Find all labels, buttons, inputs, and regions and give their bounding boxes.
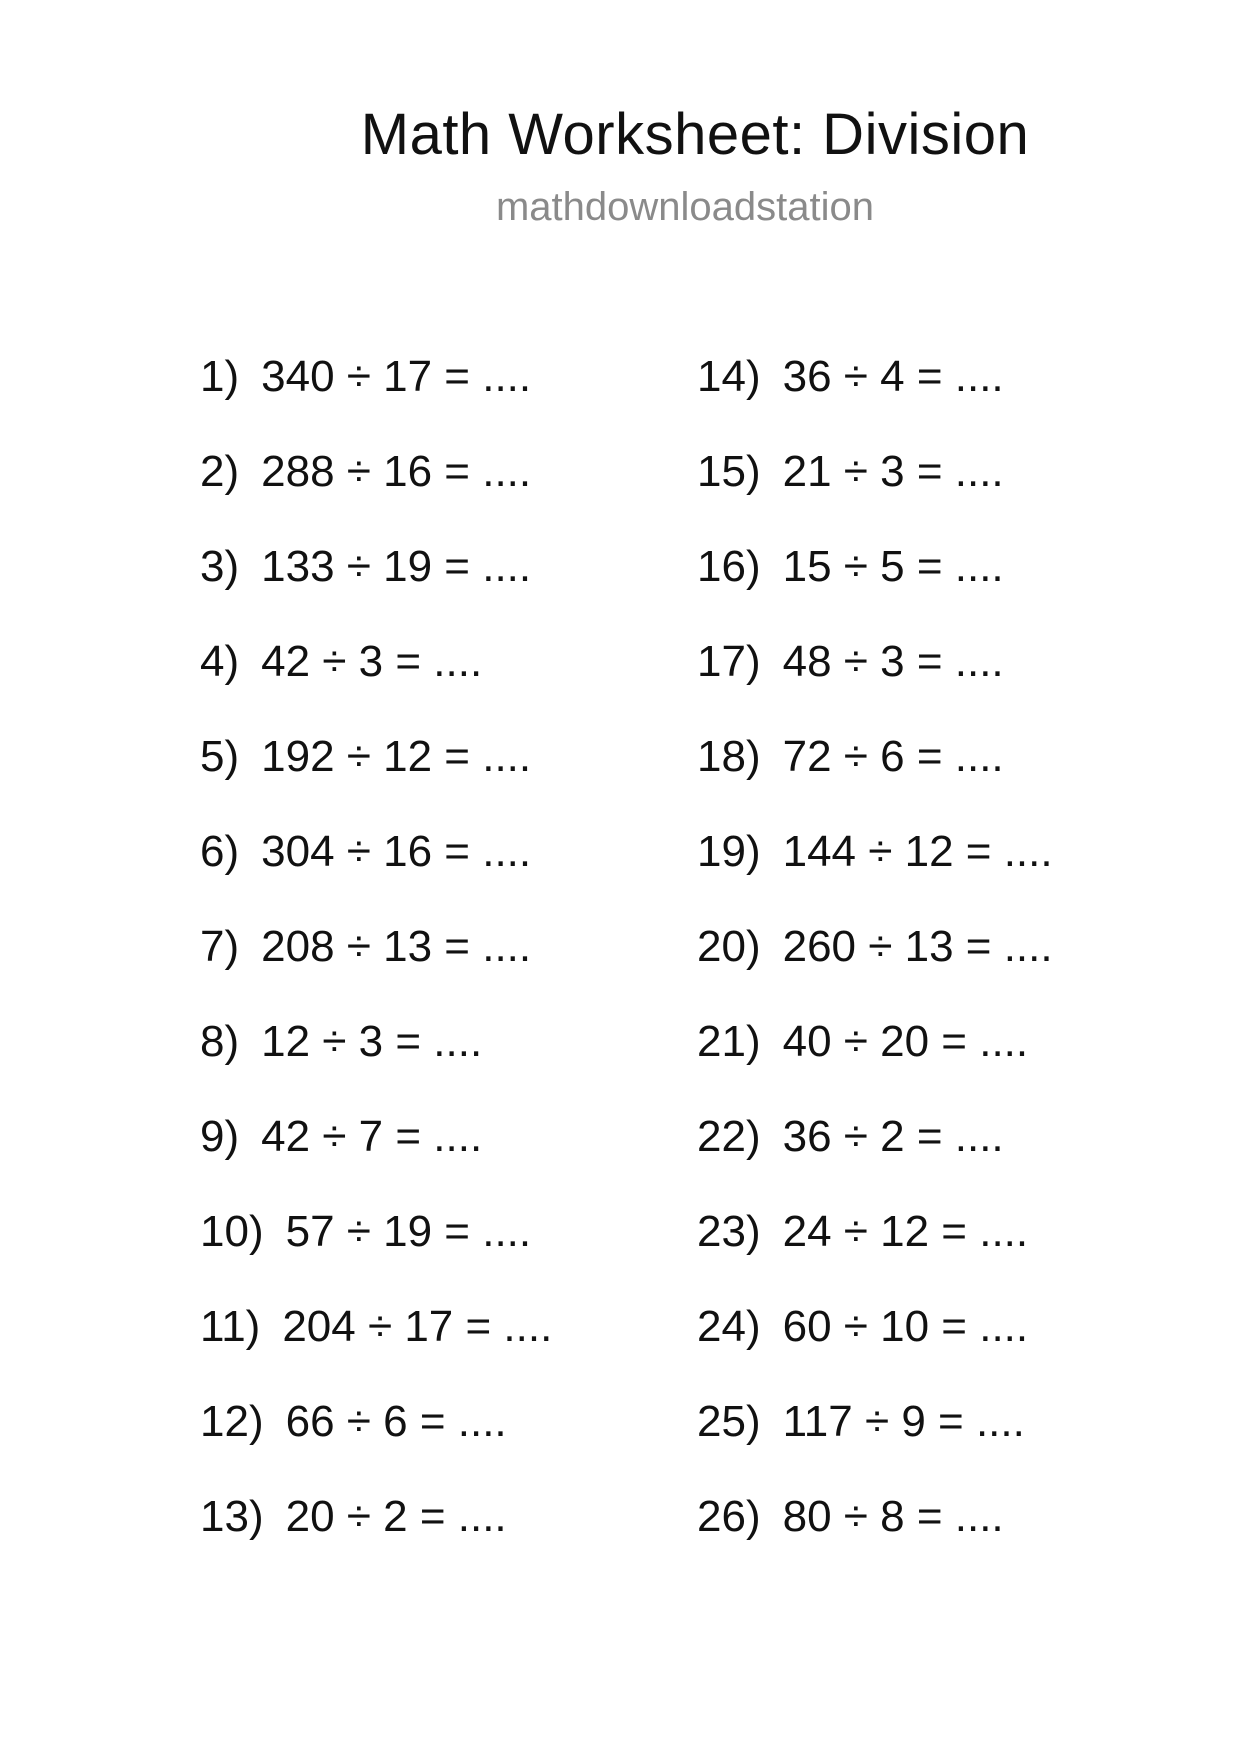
problem-number: 18) [697,732,761,781]
problem-expression: 20 ÷ 2 = .... [285,1492,507,1541]
problem-column-right [697,347,1053,1582]
problem-expression: 60 ÷ 10 = .... [782,1302,1029,1351]
problem-expression: 192 ÷ 12 = .... [261,732,532,781]
problem-expression: 42 ÷ 7 = .... [261,1112,483,1161]
problem-number: 4) [200,637,240,686]
problem-item [697,1107,1053,1202]
problem-item [200,1202,552,1297]
problem-number: 8) [200,1017,240,1066]
page-title: Math Worksheet: Division [360,102,1030,167]
problem-item [697,1202,1053,1297]
problem-expression: 340 ÷ 17 = .... [261,352,532,401]
problem-number: 19) [697,827,761,876]
problem-expression: 288 ÷ 16 = .... [261,447,532,496]
problem-number: 26) [697,1492,761,1541]
problem-number: 9) [200,1112,240,1161]
problem-item [200,347,552,442]
problem-expression: 12 ÷ 3 = .... [261,1017,483,1066]
problem-expression: 304 ÷ 16 = .... [261,827,532,876]
problem-item [697,1297,1053,1392]
problem-expression: 24 ÷ 12 = .... [782,1207,1029,1256]
problem-item [697,917,1053,1012]
problem-item [200,442,552,537]
problem-number: 20) [697,922,761,971]
problem-expression: 42 ÷ 3 = .... [261,637,483,686]
problem-expression: 133 ÷ 19 = .... [261,542,532,591]
problem-expression: 15 ÷ 5 = .... [782,542,1004,591]
problem-number: 22) [697,1112,761,1161]
problem-number: 10) [200,1207,264,1256]
problem-item [200,1297,552,1392]
problem-number: 6) [200,827,240,876]
problem-column-left [200,347,552,1582]
problem-item [200,537,552,632]
problem-item [200,632,552,727]
problem-number: 15) [697,447,761,496]
problem-item [697,822,1053,917]
problem-item [697,1487,1053,1582]
problem-expression: 36 ÷ 4 = .... [782,352,1004,401]
problem-number: 16) [697,542,761,591]
problem-item [697,632,1053,727]
problem-item [200,1107,552,1202]
problem-item [697,442,1053,537]
problem-item [697,1012,1053,1107]
problem-item [200,1392,552,1487]
problem-item [697,727,1053,822]
problem-item [200,1487,552,1582]
problem-expression: 208 ÷ 13 = .... [261,922,532,971]
problem-number: 12) [200,1397,264,1446]
problem-item [200,917,552,1012]
problem-number: 1) [200,352,240,401]
problem-expression: 144 ÷ 12 = .... [782,827,1053,876]
problem-expression: 204 ÷ 17 = .... [282,1302,553,1351]
problem-item [200,727,552,822]
problem-number: 25) [697,1397,761,1446]
problem-expression: 40 ÷ 20 = .... [782,1017,1029,1066]
problem-item [200,1012,552,1107]
problem-expression: 260 ÷ 13 = .... [782,922,1053,971]
problem-number: 2) [200,447,240,496]
page-subtitle: mathdownloadstation [495,185,875,229]
problem-item [200,822,552,917]
problem-number: 3) [200,542,240,591]
problem-number: 11) [200,1302,261,1351]
problem-expression: 36 ÷ 2 = .... [782,1112,1004,1161]
problem-item [697,1392,1053,1487]
problem-number: 5) [200,732,240,781]
problem-number: 7) [200,922,240,971]
problem-expression: 21 ÷ 3 = .... [782,447,1004,496]
problem-item [697,537,1053,632]
problem-expression: 72 ÷ 6 = .... [782,732,1004,781]
problem-expression: 57 ÷ 19 = .... [285,1207,532,1256]
problem-number: 24) [697,1302,761,1351]
problem-number: 23) [697,1207,761,1256]
problem-expression: 66 ÷ 6 = .... [285,1397,507,1446]
problem-number: 17) [697,637,761,686]
problem-item [697,347,1053,442]
problem-expression: 48 ÷ 3 = .... [782,637,1004,686]
problem-number: 13) [200,1492,264,1541]
problem-number: 21) [697,1017,761,1066]
problem-number: 14) [697,352,761,401]
problem-expression: 117 ÷ 9 = .... [782,1397,1025,1446]
problem-expression: 80 ÷ 8 = .... [782,1492,1004,1541]
